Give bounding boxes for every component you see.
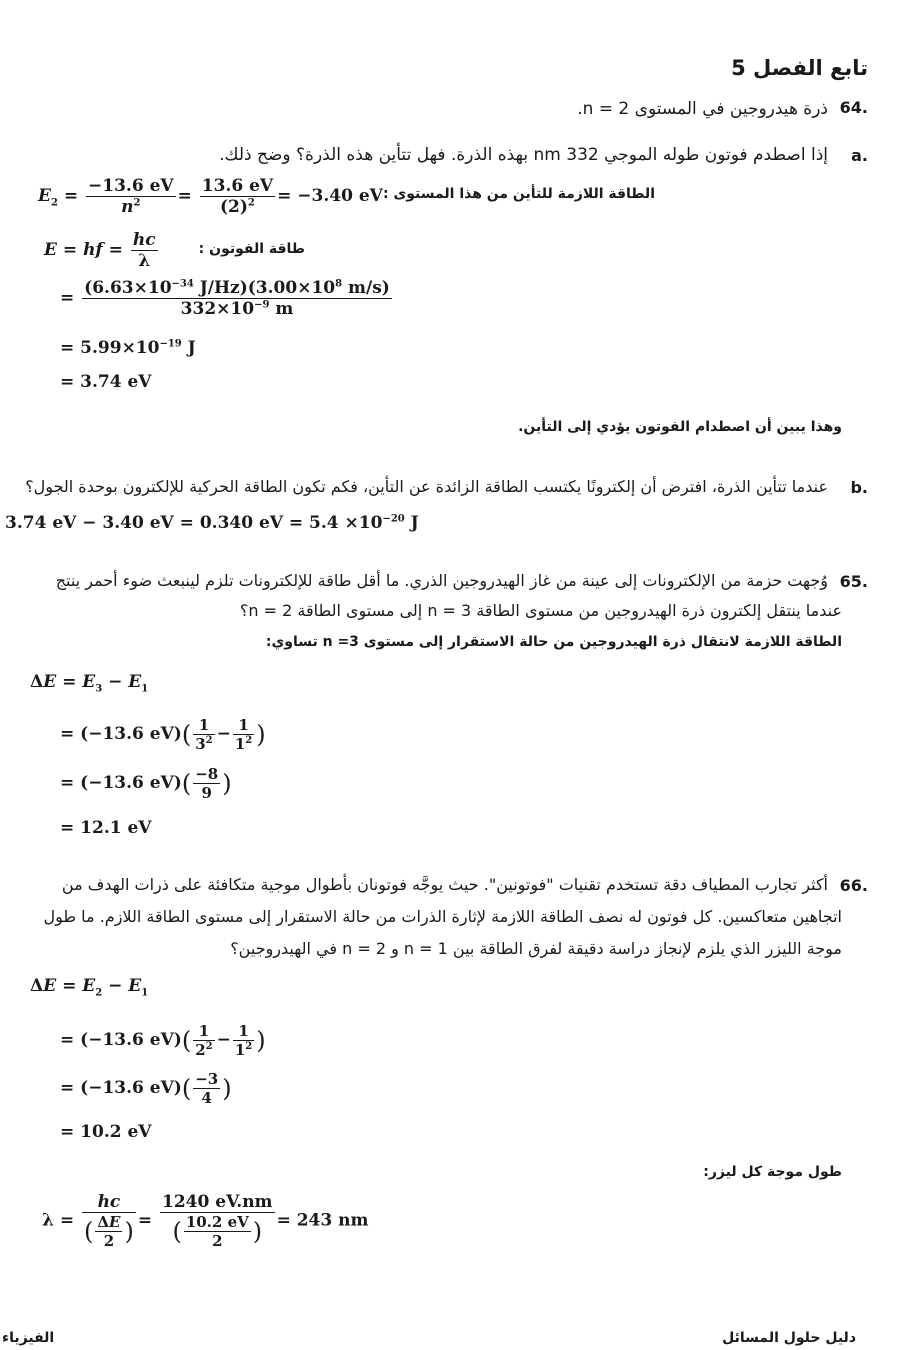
wavelength-label: طول موجة كل ليزر: [703, 1164, 842, 1180]
question-number-65: 65. [839, 572, 868, 591]
q66-delta-e-definition: $\Delta E = E_2 - E_1$ [30, 976, 149, 999]
question-66-line3: موجة الليزر الذي يلزم لإنجاز دراسة دقيقة لفرق الطاقة بين n = 1 و n = 2 في الهيدروجين؟ [230, 939, 842, 958]
question-65-line1: وُجهت حزمة من الإلكترونات إلى عينة من غاز الهيدروجين الذري. ما أقل طاقة للإلكترونات تلزم لينبعث ضوء أحمر ينتج [55, 571, 828, 590]
q65-result: = 12.1 eV [60, 818, 152, 838]
q65-delta-e-simplified: = (−13.6 eV)( $\frac{-8}{9}$ ) [60, 765, 232, 802]
photon-energy-equation: E = hf = $\frac{hc}{\lambda}$ [44, 230, 156, 271]
question-66-line2: اتجاهين متعاكسين. كل فوتون له نصف الطاقة اللازمة لإثارة الذرات من حالة الاستقرار إلى مستوى الطاقة اللازم. ما طول [43, 907, 842, 926]
ionization-conclusion: وهذا يبين أن اصطدام الفوتون يؤدي إلى التأين. [518, 419, 842, 435]
q66-result: = 10.2 eV [60, 1122, 152, 1142]
photon-energy-substitution: = $\frac{(6.63\times 10^{-34} J/Hz)(3.00\times 10^8 m/s)}{332\times 10^{-9} m}$ [60, 278, 390, 319]
question-65-line2: عندما ينتقل إلكترون ذرة الهيدروجين من مستوى الطاقة n = 3 إلى مستوى الطاقة n = 2؟ [239, 601, 842, 620]
part-b-text: عندما تتأين الذرة، افترض أن إلكترونًا يكتسب الطاقة الزائدة عن التأين، فكم تكون الطاقة الحركية للإلكترون بوحدة الجول؟ [25, 477, 828, 496]
wavelength-equation: λ = hc ( $\frac{\Delta E}{2}$ ) = 1240 eV.nm ( $\frac{10.2 eV}{2}$ ) = 243 nm [42, 1192, 369, 1250]
footer-book-title: دليل حلول المسائل [722, 1330, 856, 1346]
kinetic-energy-answer: 3.74 eV − 3.40 eV = 0.340 eV = $5.4 \times 10^{-20}$ J [5, 513, 419, 533]
q66-delta-e-formula: = (−13.6 eV)( $\frac{1}{2^2}$ − $\frac{1}{1^2}$ ) [60, 1022, 266, 1059]
photon-energy-label: طاقة الفوتون : [198, 241, 305, 257]
part-b-letter: b. [850, 478, 868, 497]
footer-subject: الفيزياء [2, 1330, 55, 1346]
page-title: تابع الفصل 5 [731, 56, 868, 80]
q65-delta-e-definition: $\Delta E = E_3 - E_1$ [30, 672, 149, 695]
photon-energy-joules: = $5.99\times 10^{-19}$ J [60, 338, 196, 358]
ionization-energy-label: الطاقة اللازمة للتأين من هذا المستوى : [382, 186, 655, 202]
question-64-text: ذرة هيدروجين في المستوى n = 2. [577, 99, 828, 119]
q65-delta-e-formula: = (−13.6 eV)( $\frac{1}{3^2}$ − $\frac{1}{1^2}$ ) [60, 716, 266, 753]
question-66-line1: أكثر تجارب المطياف دقة تستخدم تقنيات "فوتونين". حيث يوجَّه فوتونان بأطوال موجية متكافئة على ذرات الهدف من [61, 875, 828, 894]
question-number-64: 64. [839, 98, 868, 117]
q66-delta-e-simplified: = (−13.6 eV)( $\frac{-3}{4}$ ) [60, 1070, 232, 1107]
part-a-text: إذا اصطدم فوتون طوله الموجي 332 nm بهذه الذرة. فهل تتأين هذه الذرة؟ وضح ذلك. [219, 145, 828, 165]
question-65-label: الطاقة اللازمة لانتقال ذرة الهيدروجين من حالة الاستقرار إلى مستوى n =3 تساوي: [265, 634, 842, 650]
part-a-letter: a. [851, 146, 868, 165]
ionization-energy-equation: $E_2$ = $\frac{-13.6 eV}{n^2}$ = $\frac{13.6 eV}{(2)^2}$ = −3.40 eV [38, 176, 383, 217]
question-number-66: 66. [839, 876, 868, 895]
photon-energy-ev: = 3.74 eV [60, 372, 152, 392]
